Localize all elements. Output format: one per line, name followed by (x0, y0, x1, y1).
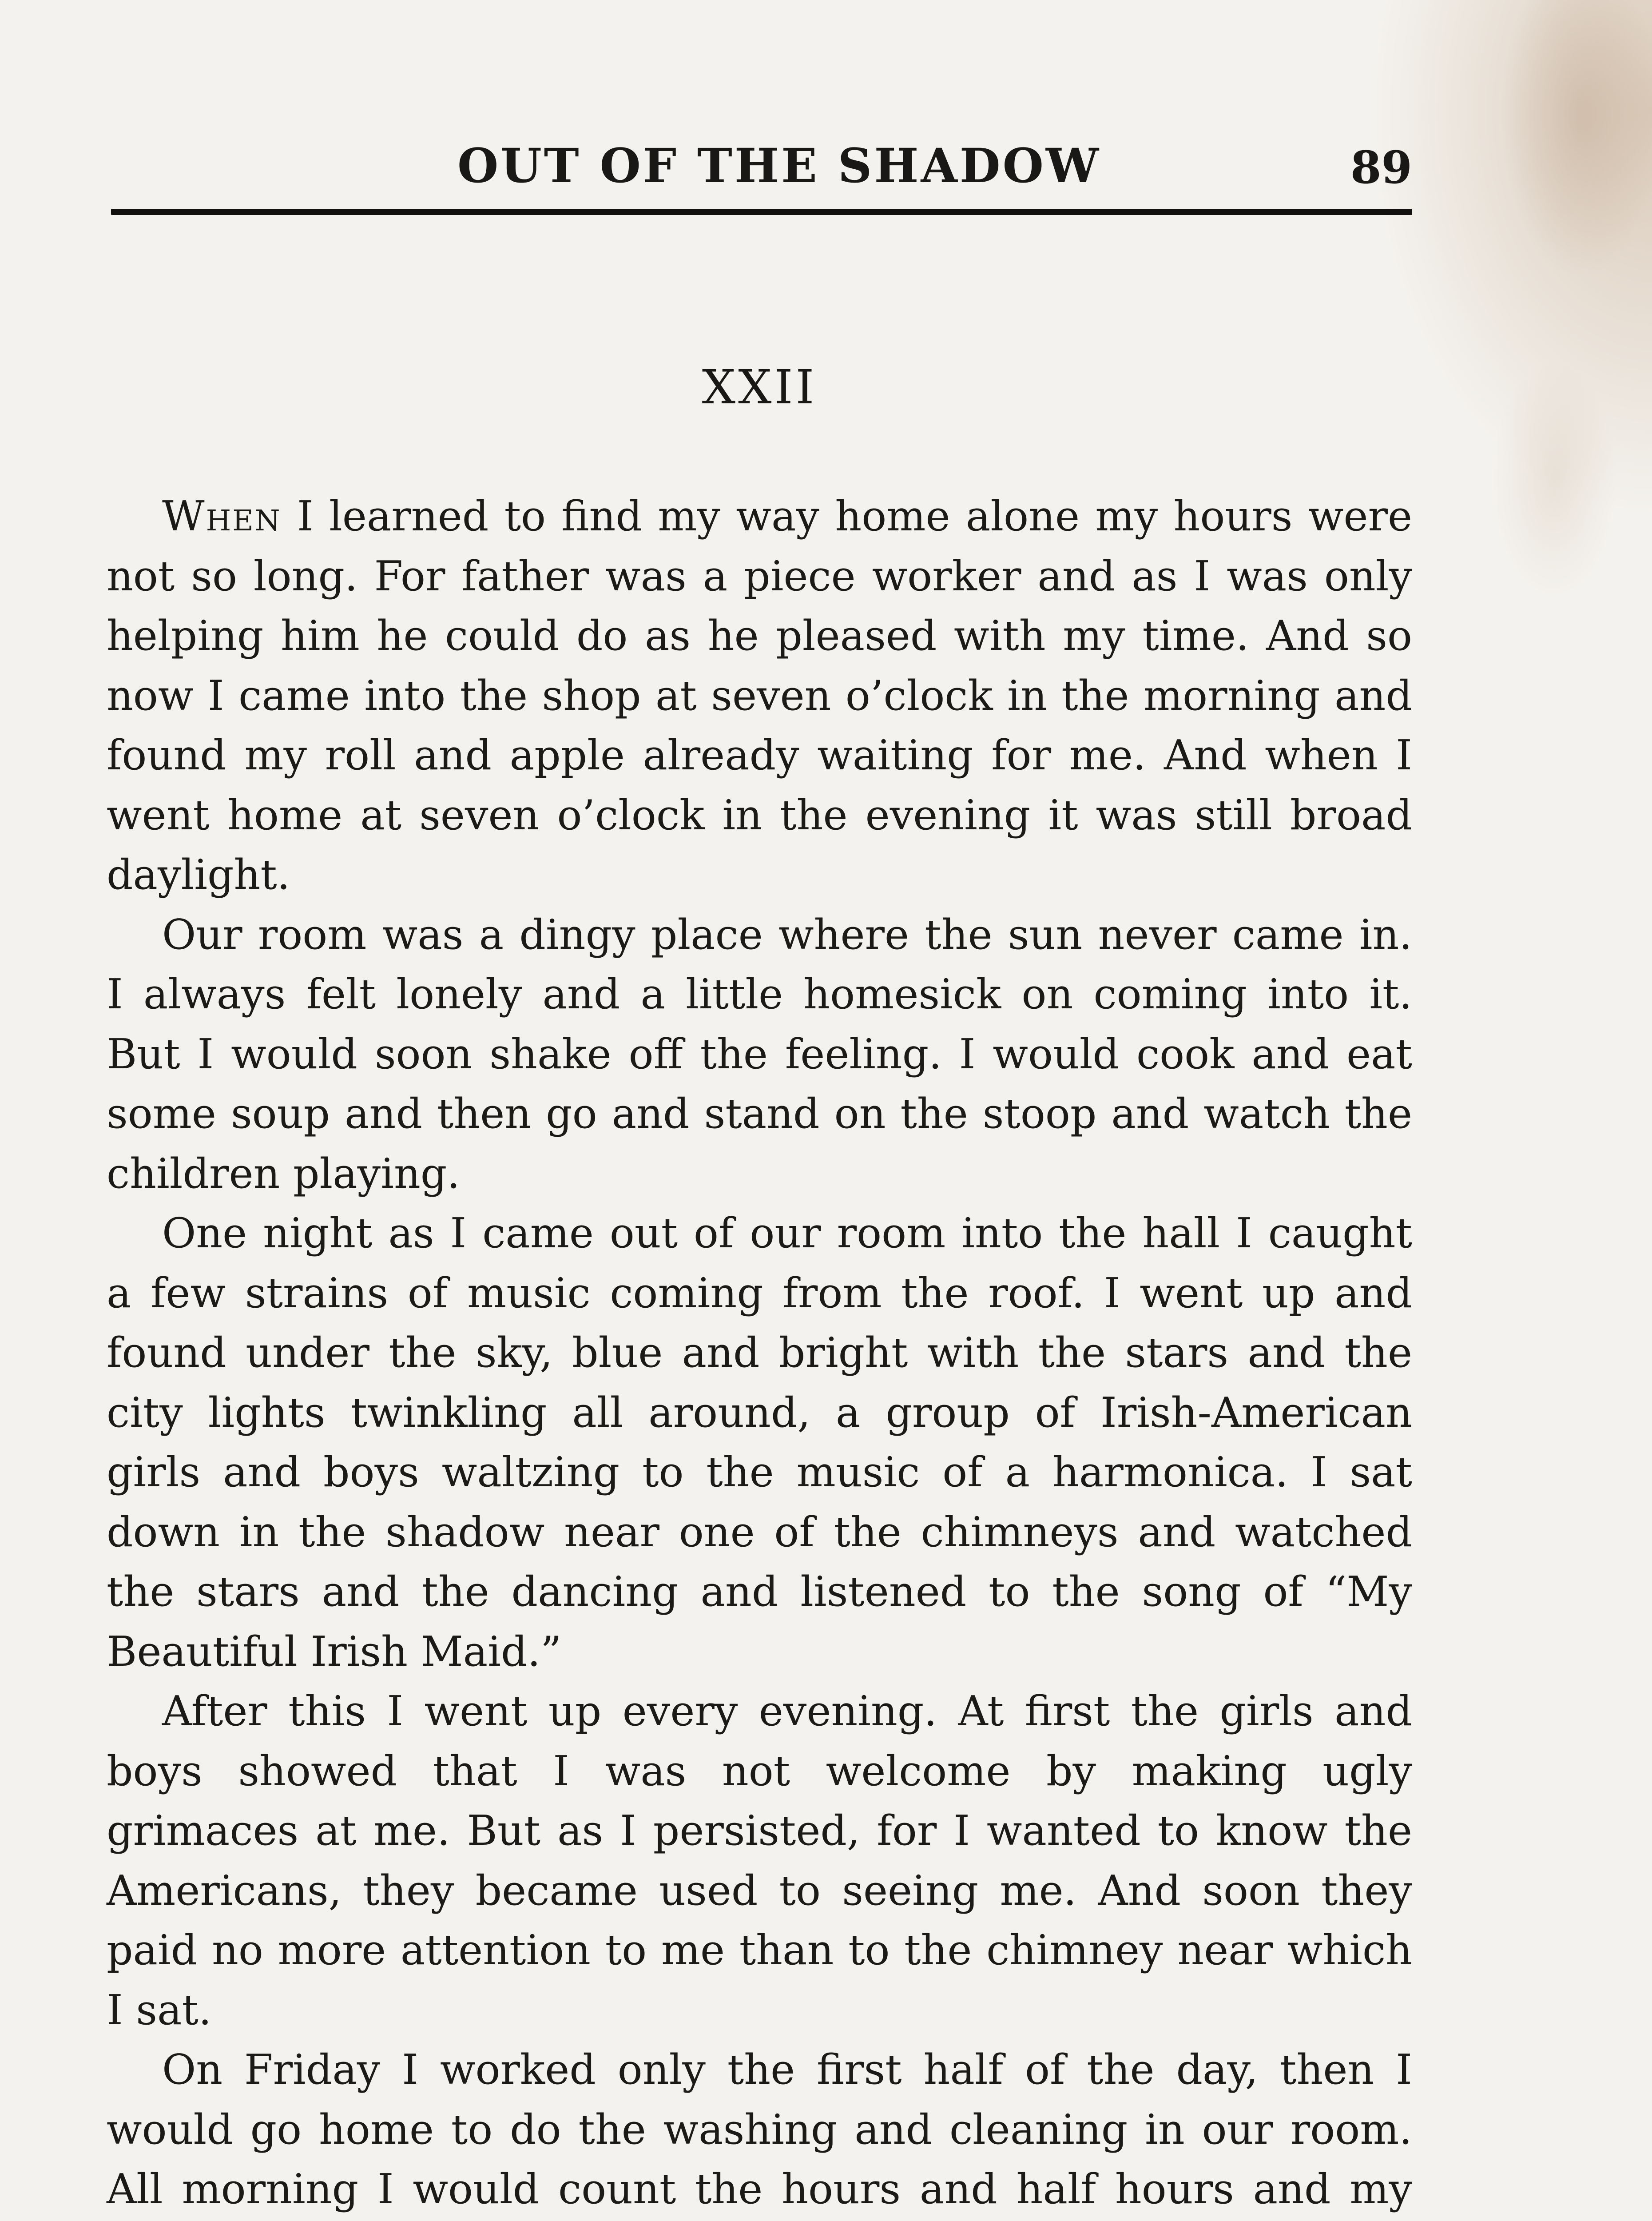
paragraph-text: On Friday I worked only the first half of the day, then I would go home to do the washing and cleaning in our room. All morning I would count the hours and half hours and my (107, 2046, 1412, 2213)
running-title: OUT OF THE SHADOW (457, 138, 1101, 193)
paragraph-text: Our room was a dingy place where the sun never came in. I always felt lonely and a little homesick on coming into it. But I would soon shake off the feeling. I would cook and eat some soup and then go and stand on the stoop and watch the children playing. (107, 910, 1412, 1198)
running-head (111, 133, 1412, 194)
paragraph-2 (107, 905, 1412, 1204)
paragraph-4 (107, 1681, 1412, 2040)
body-text (107, 486, 1412, 2221)
paragraph-1 (107, 486, 1412, 905)
paragraph-3 (107, 1203, 1412, 1681)
paragraph-text: I learned to find my way home alone my hours were not so long. For father was a piece worker and as I was only helping him he could do as he pleased with my time. And so now I came into the shop at seven o’clock in the morning and found my roll and apple already waiting for me. And when I went home at seven o’clock in the evening it was still broad daylight. (107, 492, 1412, 899)
page-number: 89 (1350, 141, 1412, 194)
chapter-number: XXII (702, 360, 817, 414)
paragraph-5 (107, 2040, 1412, 2221)
paragraph-text: One night as I came out of our room into the hall I caught a few strains of music coming from the roof. I went up and found under the sky, blue and bright with the stars and the city lights twinkling all around, a group of Irish-American girls and boys waltzing to the music of a harmonica. I sat down in the shadow near one of the chimneys and watched the stars and the dancing and listened to the song of “My Beautiful Irish Maid.” (107, 1209, 1412, 1676)
header-rule (111, 209, 1412, 215)
paragraph-lead-word: When (162, 492, 282, 540)
paragraph-text: After this I went up every evening. At first the girls and boys showed that I was not welcome by making ugly grimaces at me. But as I persisted, for I wanted to know the Americans, they became used to seeing me. And soon they paid no more attention to me than to the chimney near which I sat. (107, 1687, 1412, 2034)
